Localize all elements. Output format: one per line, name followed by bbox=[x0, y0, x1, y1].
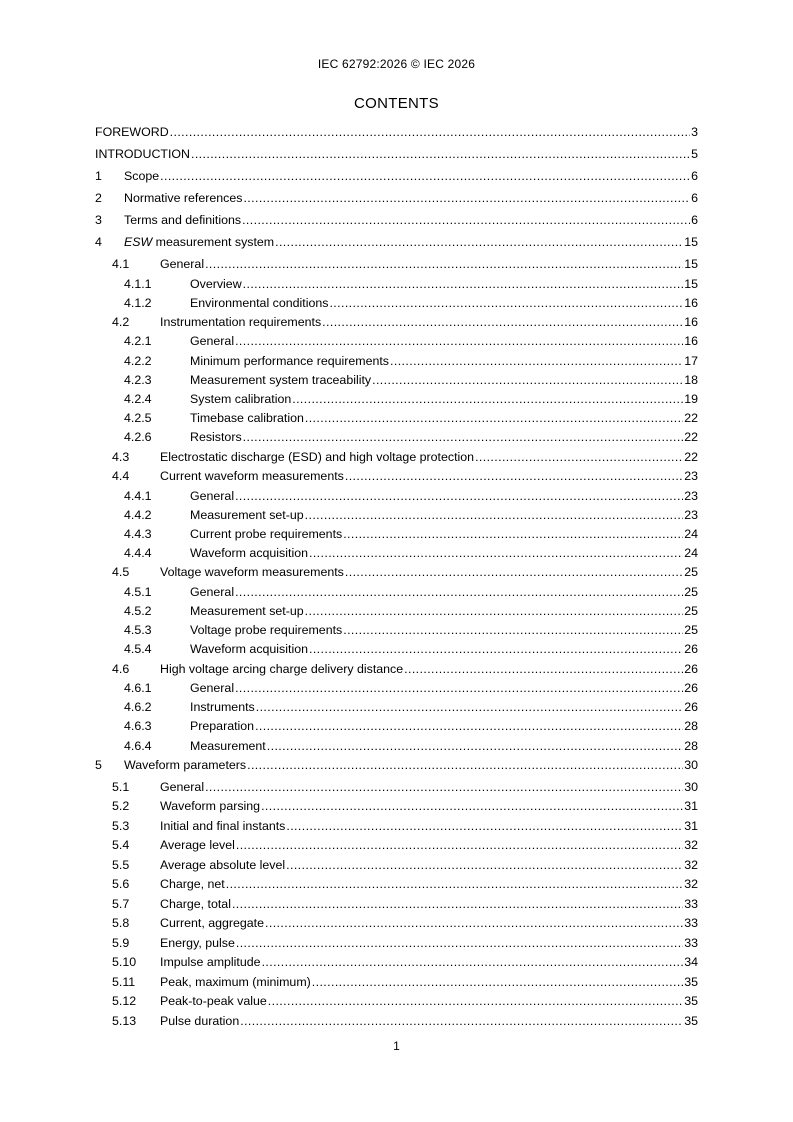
toc-entry-page: 31 bbox=[684, 799, 698, 814]
toc-entry-page: 33 bbox=[684, 916, 698, 931]
toc-entry-page: 34 bbox=[684, 955, 698, 970]
toc-entry-label-text: Scope bbox=[124, 169, 160, 183]
toc-entry-label bbox=[190, 527, 342, 541]
toc-entry-label-text: Average absolute level bbox=[160, 857, 286, 872]
toc-entry-page: 3 bbox=[691, 125, 698, 139]
toc-leader-dots bbox=[243, 191, 690, 205]
toc-leader-dots bbox=[305, 604, 684, 618]
toc-entry-label bbox=[160, 936, 235, 950]
page-number: 1 bbox=[393, 1039, 400, 1053]
toc-entry-label bbox=[160, 877, 225, 891]
toc-entry-number: 5.3 bbox=[112, 818, 130, 833]
toc-entry-number: 4.4 bbox=[112, 469, 130, 483]
toc-entry-label-text: measurement system bbox=[152, 235, 275, 249]
toc-entry-number: 3 bbox=[95, 213, 102, 227]
toc-entry[interactable] bbox=[95, 897, 698, 917]
toc-entry[interactable] bbox=[95, 508, 698, 527]
toc-entry-number: 4 bbox=[95, 235, 102, 249]
toc-entry-label bbox=[190, 334, 234, 348]
toc-entry-label bbox=[190, 623, 342, 637]
toc-entry-label bbox=[160, 469, 344, 483]
toc-entry[interactable] bbox=[95, 354, 698, 373]
toc-entry-label bbox=[160, 799, 260, 813]
document-header: IEC 62792:2026 © IEC 2026 bbox=[317, 57, 476, 71]
toc-entry[interactable] bbox=[95, 334, 698, 353]
toc-entry-number: 5.5 bbox=[112, 857, 130, 872]
toc-entry-label bbox=[124, 169, 159, 183]
toc-entry-label-text: Current, aggregate bbox=[160, 916, 265, 931]
toc-entry-number: 4.5 bbox=[112, 565, 130, 580]
toc-entry-page: 19 bbox=[684, 391, 698, 406]
toc-entry-page: 30 bbox=[684, 757, 698, 772]
toc-entry-page: 15 bbox=[684, 235, 698, 249]
toc-entry-page: 22 bbox=[684, 449, 698, 464]
toc-leader-dots bbox=[255, 719, 683, 733]
toc-leader-dots bbox=[345, 469, 683, 483]
toc-entry[interactable] bbox=[95, 780, 698, 800]
toc-entry[interactable] bbox=[95, 277, 698, 296]
toc-leader-dots bbox=[160, 169, 690, 183]
toc-entry-label-text: Overview bbox=[190, 276, 242, 291]
toc-entry-label-text: INTRODUCTION bbox=[95, 147, 190, 161]
toc-entry[interactable] bbox=[95, 565, 698, 585]
toc-entry[interactable] bbox=[95, 296, 698, 315]
toc-entry-number: 5.6 bbox=[112, 877, 130, 892]
toc-entry-label-text: High voltage arcing charge delivery distance bbox=[160, 661, 404, 676]
toc-entry-number: 5.11 bbox=[112, 974, 136, 989]
toc-entry-number: 4.5.3 bbox=[124, 623, 152, 638]
toc-entry-page: 32 bbox=[684, 857, 698, 872]
toc-entry-number: 4.6.1 bbox=[124, 681, 152, 695]
toc-entry-label-text: Initial and final instants bbox=[160, 818, 286, 833]
toc-entry-label-text: Average level bbox=[160, 838, 235, 853]
toc-entry-label bbox=[190, 700, 255, 714]
toc-entry-label bbox=[160, 780, 204, 794]
toc-entry-label bbox=[160, 994, 267, 1008]
toc-leader-dots bbox=[265, 916, 683, 930]
toc-leader-dots bbox=[232, 897, 683, 911]
toc-leader-dots bbox=[312, 975, 683, 989]
toc-entry[interactable] bbox=[95, 169, 698, 191]
toc-leader-dots bbox=[329, 296, 683, 310]
toc-leader-dots bbox=[268, 994, 683, 1008]
toc-leader-dots bbox=[261, 799, 683, 813]
toc-entry-page: 35 bbox=[684, 1013, 698, 1028]
toc-entry-label bbox=[160, 819, 285, 833]
toc-entry-number: 5.2 bbox=[112, 799, 130, 814]
toc-entry-number: 5.10 bbox=[112, 955, 137, 970]
toc-entry-label bbox=[190, 411, 304, 425]
toc-entry[interactable] bbox=[95, 125, 698, 147]
toc-leader-dots bbox=[345, 565, 683, 579]
toc-entry-number: 5 bbox=[95, 757, 102, 772]
toc-leader-dots bbox=[305, 411, 683, 425]
toc-entry-number: 4.2.1 bbox=[124, 334, 152, 349]
toc-leader-dots bbox=[226, 877, 683, 891]
toc-entry-label-text: Energy, pulse bbox=[160, 935, 235, 950]
toc-entry-label bbox=[124, 235, 274, 249]
toc-leader-dots bbox=[343, 623, 683, 637]
toc-entry-label-text: General bbox=[190, 334, 235, 349]
toc-entry-number: 4.2 bbox=[112, 314, 130, 329]
toc-entry-number: 5.7 bbox=[112, 896, 130, 911]
toc-entry-number: 4.2.5 bbox=[124, 411, 152, 426]
toc-entry-page: 26 bbox=[684, 642, 698, 657]
toc-entry-label bbox=[190, 719, 254, 733]
toc-leader-dots bbox=[404, 662, 683, 676]
toc-leader-dots bbox=[236, 838, 683, 852]
toc-entry-page: 22 bbox=[684, 411, 698, 426]
toc-entry-label bbox=[160, 897, 231, 911]
toc-entry-label-text: Voltage probe requirements bbox=[190, 623, 343, 638]
toc-entry-number: 4.6.3 bbox=[124, 719, 152, 734]
toc-entry-label-text: Measurement bbox=[190, 738, 266, 753]
toc-entry-label-text: General bbox=[190, 584, 235, 599]
toc-entry-number: 4.4.3 bbox=[124, 526, 152, 541]
toc-entry[interactable] bbox=[95, 916, 698, 936]
toc-entry[interactable] bbox=[95, 623, 698, 642]
toc-entry-label bbox=[190, 604, 304, 618]
toc-entry[interactable] bbox=[95, 489, 698, 508]
toc-entry[interactable] bbox=[95, 838, 698, 858]
toc-leader-dots bbox=[309, 642, 683, 656]
toc-entry-label-text: FOREWORD bbox=[95, 125, 169, 139]
toc-entry[interactable] bbox=[95, 799, 698, 819]
toc-entry-label bbox=[190, 430, 242, 444]
toc-entry[interactable] bbox=[95, 430, 698, 449]
toc-entry-page: 23 bbox=[684, 469, 698, 483]
toc-entry-number: 4.6.2 bbox=[124, 700, 152, 715]
toc-entry-page: 25 bbox=[684, 584, 698, 599]
toc-leader-dots bbox=[262, 955, 684, 969]
toc-entry[interactable] bbox=[95, 373, 698, 392]
toc-entry[interactable] bbox=[95, 819, 698, 839]
toc-entry-number: 4.2.3 bbox=[124, 372, 152, 387]
toc-leader-dots bbox=[243, 277, 684, 291]
toc-entry-page: 15 bbox=[684, 276, 698, 291]
toc-entry-page: 32 bbox=[684, 877, 698, 892]
toc-entry[interactable] bbox=[95, 527, 698, 546]
toc-entry-label bbox=[190, 739, 266, 753]
toc-entry-page: 16 bbox=[684, 295, 698, 310]
toc-entry[interactable] bbox=[95, 758, 698, 780]
toc-entry-page: 23 bbox=[684, 488, 698, 503]
toc-entry-number: 5.9 bbox=[112, 935, 130, 950]
toc-leader-dots bbox=[242, 213, 690, 227]
toc-entry-page: 22 bbox=[684, 430, 698, 445]
toc-entry-page: 30 bbox=[684, 779, 698, 794]
toc-leader-dots bbox=[191, 147, 690, 161]
toc-entry-label-text: General bbox=[160, 779, 205, 794]
toc-entry-number: 4.5.2 bbox=[124, 603, 152, 618]
toc-entry[interactable] bbox=[95, 546, 698, 565]
toc-entry-number: 2 bbox=[95, 191, 102, 205]
toc-entry-page: 6 bbox=[691, 213, 698, 227]
toc-entry-number: 5.4 bbox=[112, 838, 130, 853]
toc-entry-label bbox=[124, 758, 246, 772]
toc-entry[interactable] bbox=[95, 739, 698, 758]
toc-leader-dots bbox=[170, 125, 690, 139]
toc-entry-number: 4.2.6 bbox=[124, 430, 152, 445]
toc-entry[interactable] bbox=[95, 257, 698, 277]
toc-entry-label-text: Electrostatic discharge (ESD) and high voltage protection bbox=[160, 449, 475, 464]
toc-leader-dots bbox=[322, 315, 683, 329]
toc-entry-page: 35 bbox=[684, 994, 698, 1009]
toc-entry-page: 5 bbox=[691, 147, 698, 161]
toc-entry-label-text: Timebase calibration bbox=[190, 411, 304, 426]
toc-entry[interactable] bbox=[95, 191, 698, 213]
toc-entry-label bbox=[160, 450, 474, 464]
toc-entry-page: 16 bbox=[684, 314, 698, 329]
toc-entry-page: 17 bbox=[684, 353, 698, 368]
toc-entry-label bbox=[190, 585, 234, 599]
toc-entry[interactable] bbox=[95, 975, 698, 995]
toc-leader-dots bbox=[390, 354, 683, 368]
toc-entry-label bbox=[160, 1014, 239, 1028]
toc-entry[interactable] bbox=[95, 450, 698, 470]
toc-entry-label-text: Waveform acquisition bbox=[190, 642, 308, 657]
toc-entry-page: 23 bbox=[684, 507, 698, 522]
toc-entry-page: 24 bbox=[684, 526, 698, 541]
toc-entry-number: 5.8 bbox=[112, 916, 130, 931]
toc-entry-label-text: General bbox=[190, 488, 235, 503]
toc-entry-number: 5.1 bbox=[112, 779, 130, 794]
toc-entry-label bbox=[124, 213, 241, 227]
toc-entry[interactable] bbox=[95, 681, 698, 700]
toc-entry-number: 4.4.2 bbox=[124, 507, 152, 522]
toc-leader-dots bbox=[247, 758, 683, 772]
toc-entry-label-text: Terms and definitions bbox=[124, 213, 242, 227]
toc-entry[interactable] bbox=[95, 469, 698, 489]
toc-entry-label bbox=[190, 546, 308, 560]
toc-leader-dots bbox=[205, 780, 683, 794]
toc-entry[interactable] bbox=[95, 235, 698, 257]
toc-entry-page: 31 bbox=[684, 818, 698, 833]
toc-entry-number: 4.2.2 bbox=[124, 353, 152, 368]
toc-entry-number: 4.6 bbox=[112, 661, 130, 676]
toc-entry[interactable] bbox=[95, 955, 698, 975]
toc-entry-label-text: Peak-to-peak value bbox=[160, 994, 267, 1009]
toc-entry-number: 4.5.1 bbox=[124, 584, 152, 599]
toc-leader-dots bbox=[475, 450, 683, 464]
toc-leader-dots bbox=[292, 392, 683, 406]
toc-entry[interactable] bbox=[95, 411, 698, 430]
toc-leader-dots bbox=[305, 508, 684, 522]
toc-entry-page: 28 bbox=[684, 719, 698, 734]
toc-entry-page: 32 bbox=[684, 838, 698, 853]
toc-entry-number: 5.13 bbox=[112, 1013, 137, 1028]
toc-entry-label-text: Instrumentation requirements bbox=[160, 314, 322, 329]
toc-entry-number: 1 bbox=[95, 169, 102, 183]
toc-entry-label-text: Environmental conditions bbox=[190, 295, 329, 310]
toc-entry[interactable] bbox=[95, 642, 698, 661]
toc-entry-label bbox=[190, 277, 242, 291]
toc-entry[interactable] bbox=[95, 700, 698, 719]
toc-entry-label-text: Minimum performance requirements bbox=[190, 353, 390, 368]
toc-leader-dots bbox=[235, 334, 683, 348]
toc-entry-page: 26 bbox=[684, 700, 698, 715]
toc-entry-label bbox=[190, 296, 328, 310]
toc-leader-dots bbox=[235, 489, 683, 503]
toc-entry-page: 28 bbox=[684, 738, 698, 753]
toc-leader-dots bbox=[235, 681, 683, 695]
toc-leader-dots bbox=[240, 1014, 683, 1028]
toc-entry-label bbox=[190, 489, 234, 503]
toc-entry-page: 24 bbox=[684, 546, 698, 561]
toc-leader-dots bbox=[286, 858, 683, 872]
toc-entry-number: 4.1 bbox=[112, 257, 130, 271]
toc-entry-number: 4.5.4 bbox=[124, 642, 152, 657]
toc-leader-dots bbox=[236, 936, 683, 950]
toc-leader-dots bbox=[275, 235, 683, 249]
toc-entry[interactable] bbox=[95, 604, 698, 623]
toc-entry-label-italic: ESW bbox=[124, 235, 153, 249]
toc-entry-page: 6 bbox=[691, 169, 698, 183]
toc-entry-label-text: Impulse amplitude bbox=[160, 955, 261, 970]
toc-entry-page: 26 bbox=[684, 681, 698, 695]
toc-entry-page: 25 bbox=[684, 603, 698, 618]
toc-entry-label bbox=[160, 955, 261, 969]
toc-leader-dots bbox=[205, 257, 683, 271]
toc-entry-label bbox=[160, 315, 321, 329]
toc-entry-label bbox=[124, 191, 242, 205]
toc-entry-number: 4.4.4 bbox=[124, 546, 152, 561]
toc-entry-label bbox=[95, 147, 190, 161]
toc-entry-number: 4.2.4 bbox=[124, 391, 152, 406]
toc-entry-label bbox=[160, 975, 311, 989]
toc-entry[interactable] bbox=[95, 147, 698, 169]
toc-entry-page: 6 bbox=[691, 191, 698, 205]
toc-entry-label bbox=[95, 125, 169, 139]
toc-leader-dots bbox=[286, 819, 683, 833]
toc-entry-label bbox=[160, 662, 403, 676]
toc-leader-dots bbox=[343, 527, 683, 541]
toc-leader-dots bbox=[235, 585, 683, 599]
toc-entry-page: 15 bbox=[684, 257, 698, 271]
toc-entry-page: 25 bbox=[684, 623, 698, 638]
toc-entry[interactable] bbox=[95, 585, 698, 604]
toc-entry-number: 4.6.4 bbox=[124, 738, 152, 753]
page-title: CONTENTS bbox=[354, 95, 439, 112]
toc-entry[interactable] bbox=[95, 1014, 698, 1034]
toc-entry-label-text: Current waveform measurements bbox=[160, 469, 344, 483]
toc-entry-number: 4.3 bbox=[112, 449, 130, 464]
toc-entry-label-text: Instruments bbox=[190, 700, 255, 715]
toc-leader-dots bbox=[243, 430, 684, 444]
toc-entry[interactable] bbox=[95, 719, 698, 738]
toc-entry-label-text: Pulse duration bbox=[160, 1013, 240, 1028]
toc-entry-label-text: Waveform parameters bbox=[124, 757, 247, 772]
toc-entry-label-text: General bbox=[190, 681, 235, 695]
toc-leader-dots bbox=[309, 546, 683, 560]
toc-entry-label-text: Charge, net bbox=[160, 877, 225, 892]
table-of-contents bbox=[95, 125, 698, 1033]
toc-entry-page: 16 bbox=[684, 334, 698, 349]
toc-entry[interactable] bbox=[95, 858, 698, 878]
toc-entry-label bbox=[190, 508, 304, 522]
toc-entry[interactable] bbox=[95, 213, 698, 235]
toc-leader-dots bbox=[267, 739, 683, 753]
toc-entry-label bbox=[160, 838, 235, 852]
toc-entry-label-text: Current probe requirements bbox=[190, 526, 343, 541]
toc-entry-label-text: Charge, total bbox=[160, 896, 231, 911]
toc-entry-label-text: Preparation bbox=[190, 719, 255, 734]
toc-entry-page: 33 bbox=[684, 896, 698, 911]
toc-entry[interactable] bbox=[95, 994, 698, 1014]
toc-entry-page: 25 bbox=[684, 565, 698, 580]
toc-entry-label-text: Voltage waveform measurements bbox=[160, 565, 344, 580]
toc-entry[interactable] bbox=[95, 392, 698, 411]
toc-leader-dots bbox=[256, 700, 683, 714]
toc-entry-label bbox=[190, 681, 234, 695]
toc-entry-number: 4.4.1 bbox=[124, 488, 152, 503]
toc-entry-label-text: Measurement set-up bbox=[190, 603, 304, 618]
toc-entry-label-text: Peak, maximum (minimum) bbox=[160, 974, 311, 989]
toc-entry-page: 26 bbox=[684, 661, 698, 676]
toc-entry[interactable] bbox=[95, 315, 698, 335]
toc-entry-page: 33 bbox=[684, 935, 698, 950]
toc-entry-label-text: Measurement system traceability bbox=[190, 372, 372, 387]
toc-entry-label-text: Waveform acquisition bbox=[190, 546, 308, 561]
toc-entry-page: 35 bbox=[684, 974, 698, 989]
toc-entry-label-text: System calibration bbox=[190, 391, 292, 406]
toc-entry-label bbox=[160, 858, 285, 872]
toc-entry[interactable] bbox=[95, 662, 698, 682]
toc-entry-label bbox=[190, 392, 291, 406]
toc-entry-label-text: Waveform parsing bbox=[160, 799, 261, 814]
toc-entry[interactable] bbox=[95, 877, 698, 897]
toc-entry[interactable] bbox=[95, 936, 698, 956]
toc-entry-number: 4.1.2 bbox=[124, 295, 152, 310]
toc-leader-dots bbox=[372, 373, 683, 387]
toc-entry-label bbox=[160, 257, 204, 271]
toc-entry-label bbox=[190, 642, 308, 656]
toc-entry-number: 4.1.1 bbox=[124, 276, 152, 291]
toc-entry-page: 18 bbox=[684, 372, 698, 387]
toc-entry-label-text: Resistors bbox=[190, 430, 242, 445]
toc-entry-number: 5.12 bbox=[112, 994, 137, 1009]
toc-entry-label-text: General bbox=[160, 257, 205, 271]
toc-entry-label-text: Measurement set-up bbox=[190, 507, 304, 522]
toc-entry-label-text: Normative references bbox=[124, 191, 243, 205]
toc-entry-label bbox=[190, 354, 389, 368]
toc-entry-label bbox=[190, 373, 371, 387]
toc-entry-label bbox=[160, 565, 344, 579]
toc-entry-label bbox=[160, 916, 264, 930]
